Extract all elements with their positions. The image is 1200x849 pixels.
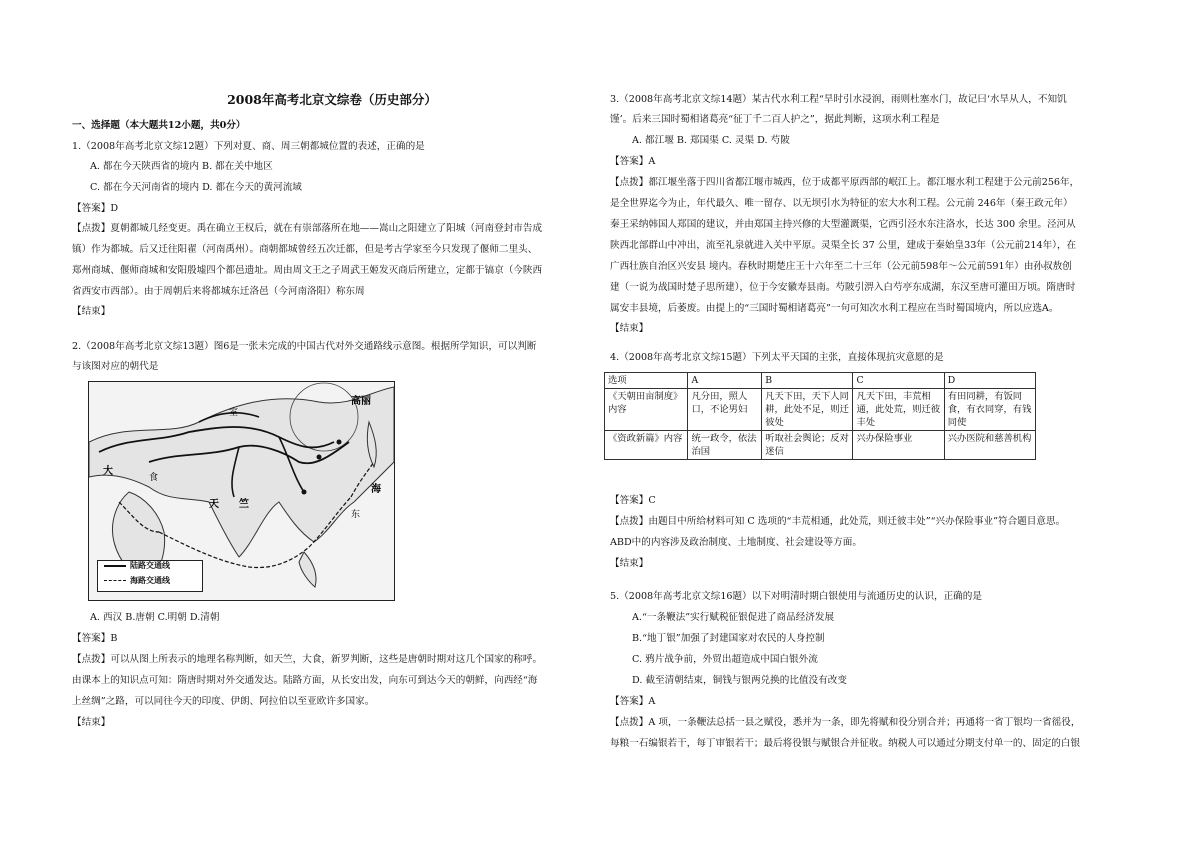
q2-stem-2: 与该图对应的朝代是	[72, 361, 159, 372]
q4-options-table	[604, 372, 1036, 460]
page-title: 2008年高考北京文综卷（历史部分）	[227, 92, 437, 107]
table-row	[605, 389, 1036, 431]
legend-sea-swatch	[104, 580, 126, 581]
map-label-shi: 室	[229, 408, 239, 418]
q3-explanation-6: 建（一说为战国时楚子思所建），位于今安徽寿县南。芍陂引淠入白芍亭东成湖，东汉至唐可灌田万顷。隋唐时	[610, 282, 1076, 293]
q5-option-b: B.“地丁银”加强了封建国家对农民的人身控制	[632, 633, 825, 644]
map-label-india: 天	[209, 499, 219, 510]
section-heading: 一、选择题（本大题共12小题，共0分）	[72, 120, 246, 131]
table-cell: 凡天下田，天下人同耕，此处不足，则迁彼处	[762, 389, 853, 431]
map-label-india2: 竺	[239, 499, 249, 510]
table-cell: 凡分田，照人口，不论男妇	[688, 389, 762, 431]
q3-explanation-4: 陕西北部群山中冲出，流至礼泉就进入关中平原。灵渠全长 37 公里，建成于秦始皇33年（公元前214年），在	[610, 240, 1077, 251]
table-cell: 兴办医院和慈善机构	[944, 431, 1035, 460]
q3-stem-1: 3.（2008年高考北京文综14题）某古代水利工程“旱时引水浸润，雨则杜塞水门，故记曰‘水旱从人，不知饥	[610, 94, 1067, 105]
table-cell: 《资政新篇》内容	[605, 431, 688, 460]
q5-explanation-2: 每粮一石编银若干，每丁审银若干；最后将役银与赋银合并征收。纳税人可以通过分期支付单一的、固定的白银	[610, 738, 1081, 749]
map-label-east: 东	[351, 510, 361, 520]
q3-options: A. 都江堰 B. 郑国渠 C. 灵渠 D. 芍陂	[632, 135, 790, 146]
q1-explanation-4: 省西安市西部）。由于周朝后来将都城东迁洛邑（今河南洛阳）称东周	[72, 286, 365, 297]
q2-end: 【结束】	[72, 717, 111, 728]
q5-option-c: C. 鸦片战争前，外贸出超造成中国白银外流	[632, 654, 818, 665]
q3-explanation-5: 广西壮族自治区兴安县 境内。春秋时期楚庄王十六年至二十三年（公元前598年～公元前591年）由孙叔敖创	[610, 261, 1072, 272]
legend-land-swatch	[104, 565, 126, 567]
q3-explanation-2: 是全世界迄今为止，年代最久、唯一留存、以无坝引水为特征的宏大水利工程。公元前 246年（秦王政元年）	[610, 198, 1073, 209]
q5-option-d: D. 截至清朝结束，铜钱与银两兑换的比值没有改变	[632, 675, 847, 686]
table-cell: 《天朝田亩制度》内容	[605, 389, 688, 431]
q1-explanation-3: 郑州商城、偃师商城和安阳殷墟四个都邑遗址。周由周文王之子周武王姬发灭商后所建立，定都于镐京（今陕西	[72, 265, 543, 276]
q1-options-ab: A. 都在今天陕西省的境内 B. 都在关中地区	[90, 161, 273, 172]
q4-answer: 【答案】C	[610, 495, 656, 506]
table-cell: 有田同耕，有饭同食，有衣同穿，有钱同使	[944, 389, 1035, 431]
table-header-row	[605, 373, 1036, 389]
table-cell: 选项	[605, 373, 688, 389]
q1-answer: 【答案】D	[72, 203, 119, 214]
q3-explanation-7: 属安丰县境，后萎废。由提上的“三国时蜀相诸葛亮”一句可知次水利工程应在当时蜀国境内，所以应选A。	[610, 303, 1059, 314]
q3-explanation-3: 秦王采纳韩国人郑国的建议，并由郑国主持兴修的大型灌溉渠，它西引泾水东注洛水，长达 300 余里。泾河从	[610, 219, 1076, 230]
q2-explanation-1: 【点拨】可以从图上所表示的地理名称判断，如天竺，大食，新罗判断，这些是唐朝时期对这几个国家的称呼。	[72, 654, 543, 665]
table-row	[605, 431, 1036, 460]
q1-explanation-2: 镇）作为都城。后又迁往阳翟（河南禹州）。商朝都城曾经五次迁都，但是考古学家至今只发现了偃师二里头、	[72, 244, 538, 255]
q4-stem: 4.（2008年高考北京文综15题）下列太平天国的主张，直接体现抗灾意愿的是	[610, 352, 944, 363]
table-cell: 统一政令，依法治国	[688, 431, 762, 460]
q5-stem: 5.（2008年高考北京文综16题）以下对明清时期白银使用与流通历史的认识，正确的是	[610, 591, 982, 602]
trade-route-map	[88, 381, 395, 601]
q4-explanation-1: 【点拨】由题目中所给材料可知 C 选项的“丰荒相通，此处荒，则迁彼丰处”“兴办保险事业”符合题目意思。	[610, 516, 1066, 527]
map-label-west: 大	[103, 466, 113, 477]
q2-explanation-2: 由课本上的知识点可知：隋唐时期对外交通发达。陆路方面，从长安出发，向东可到达今天的朝鲜，向西经“海	[72, 675, 538, 686]
table-cell: C	[853, 373, 944, 389]
q4-end: 【结束】	[610, 558, 649, 569]
legend-sea-label: 海路交通线	[130, 575, 170, 585]
q1-explanation-1: 【点拨】夏朝都城几经变更。禹在确立王权后，就在有崇部落所在地——嵩山之阳建立了阳城（河南登封市告成	[72, 223, 543, 234]
q3-explanation-1: 【点拨】都江堰坐落于四川省都江堰市城西，位于成都平原西部的岷江上。都江堰水利工程建于公元前256年，	[610, 177, 1080, 188]
map-label-west2: 食	[149, 473, 159, 483]
map-label-top: 高丽	[351, 396, 371, 407]
q2-answer: 【答案】B	[72, 633, 118, 644]
q3-answer: 【答案】A	[610, 156, 656, 167]
legend-land-label: 陆路交通线	[130, 560, 170, 570]
map-legend	[97, 560, 203, 592]
table-cell: 凡天下田，丰荒相通，此处荒，则迁彼丰处	[853, 389, 944, 431]
map-label-sea: 海	[371, 484, 381, 495]
table-cell: A	[688, 373, 762, 389]
q3-end: 【结束】	[610, 323, 649, 334]
q1-options-cd: C. 都在今天河南省的境内 D. 都在今天的黄河流域	[90, 182, 302, 193]
q2-explanation-3: 上丝绸”之路，可以同往今天的印度、伊朗、阿拉伯以至亚欧许多国家。	[72, 696, 375, 707]
q3-stem-2: 馑’。后来三国时蜀相诸葛亮“征丁千二百人护之”，据此判断，这项水利工程是	[610, 114, 940, 125]
q1-stem: 1.（2008年高考北京文综12题）下列对夏、商、周三朝都城位置的表述，正确的是	[72, 141, 425, 152]
q5-option-a: A.“一条鞭法”实行赋税征银促进了商品经济发展	[632, 612, 835, 623]
q1-end: 【结束】	[72, 306, 111, 317]
q2-options: A. 西汉 B.唐朝 C.明朝 D.清朝	[90, 612, 220, 623]
q2-stem-1: 2.（2008年高考北京文综13题）图6是一张未完成的中国古代对外交通路线示意图。根据所学知识，可以判断	[72, 341, 537, 352]
q4-explanation-2: ABD中的内容涉及政治制度、土地制度、社会建设等方面。	[610, 537, 862, 548]
table-cell: D	[944, 373, 1035, 389]
table-cell: 兴办保险事业	[853, 431, 944, 460]
q5-answer: 【答案】A	[610, 696, 656, 707]
q5-explanation-1: 【点拨】A 项，一条鞭法总括一县之赋役，悉并为一条，即先将赋和役分别合并；再通将一省丁银均一省徭役，	[610, 717, 1081, 728]
table-cell: 听取社会舆论；反对迷信	[762, 431, 853, 460]
table-cell: B	[762, 373, 853, 389]
